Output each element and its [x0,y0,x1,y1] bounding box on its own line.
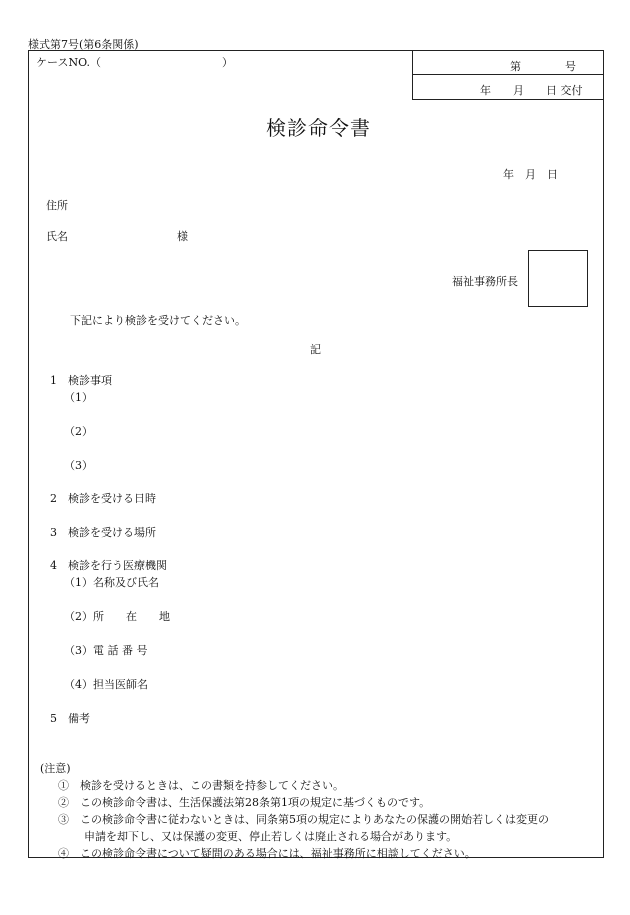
note-4: ④ この検診命令書について疑問のある場合には、福祉事務所に相談してください。 [58,847,476,860]
issuer-title: 福祉事務所長 [452,275,518,288]
note-1: ① 検診を受けるときは、この書類を持参してください。 [58,779,344,792]
case-number: ケースNO.（ ） [36,56,233,69]
ki-heading: 記 [310,343,321,356]
item-1: 1 検診事項 [50,374,112,387]
item-4: 4 検診を行う医療機関 [50,559,167,572]
note-3-continued: 申請を却下し、又は保護の変更、停止若しくは廃止される場合があります。 [84,830,458,843]
issue-number-label: 第 号 [510,60,576,73]
notes-heading: (注意) [40,762,71,775]
item-4-sub-1: （1）名称及び氏名 [64,576,159,589]
item-5: 5 備考 [50,712,90,725]
issue-date-label: 年 月 日 交付 [480,84,583,97]
item-1-sub-3: （3） [64,459,93,472]
note-3: ③ この検診命令書に従わないときは、同条第5項の規定によりあなたの保護の開始若しくは変更の [58,813,549,826]
name-label: 氏名 [46,230,68,243]
instruction-text: 下記により検診を受けてください。 [70,314,246,327]
seal-box [528,250,588,307]
honorific: 様 [177,230,188,243]
item-4-sub-3: （3）電 話 番 号 [64,644,148,657]
item-3: 3 検診を受ける場所 [50,526,156,539]
item-2: 2 検診を受ける日時 [50,492,156,505]
address-label: 住所 [46,199,68,212]
page-title: 検診命令書 [266,116,371,140]
form-number: 様式第7号(第6条関係) [28,38,139,51]
item-4-sub-4: （4）担当医師名 [64,678,148,691]
item-4-sub-2: （2）所 在 地 [64,610,170,623]
item-1-sub-2: （2） [64,425,93,438]
item-1-sub-1: （1） [64,391,93,404]
document-date: 年 月 日 [503,168,558,181]
note-2: ② この検診命令書は、生活保護法第28条第1項の規定に基づくものです。 [58,796,431,809]
